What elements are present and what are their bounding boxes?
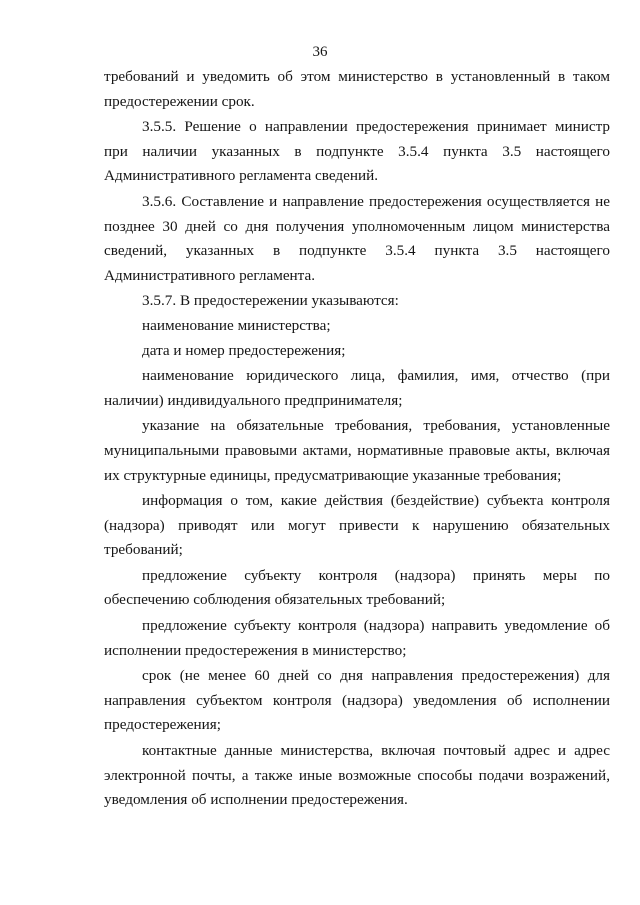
list-item: указание на обязательные требования, требования, установленные муниципальными правовыми актами, нормативные правовые акты, включая их структурные единицы, предусматривающие указанные требования;: [104, 417, 610, 484]
list-item: наименование министерства;: [142, 316, 331, 334]
paragraph-3-5-6: 3.5.6. Составление и направление предостережения осуществляется не позднее 30 дней со дня получения уполномоченным лицом министерства сведений, указанных в подпункте 3.5.4 пункта 3.5 настоящего Административного регламента.: [104, 192, 610, 284]
list-item: предложение субъекту контроля (надзора) направить уведомление об исполнении предостережения в министерство;: [104, 617, 610, 659]
list-item: наименование юридического лица, фамилия, имя, отчество (при наличии) индивидуального предпринимателя;: [104, 367, 610, 409]
document-body: [104, 65, 610, 813]
list-item: дата и номер предостережения;: [142, 341, 346, 359]
page-number: 36: [312, 44, 328, 60]
paragraph-3-5-5: 3.5.5. Решение о направлении предостережения принимает министр при наличии указанных в подпункте 3.5.4 пункта 3.5 настоящего Административного регламента сведений.: [104, 118, 610, 185]
list-item: информация о том, какие действия (бездействие) субъекта контроля (надзора) приводят или могут привести к нарушению обязательных требований;: [104, 492, 610, 559]
list-item: контактные данные министерства, включая почтовый адрес и адрес электронной почты, а также иные возможные способы подачи возражений, уведомления об исполнении предостережения.: [104, 742, 610, 809]
list-item: срок (не менее 60 дней со дня направления предостережения) для направления субъектом контроля (надзора) уведомления об исполнении предостережения;: [104, 667, 610, 734]
paragraph-3-5-7: 3.5.7. В предостережении указываются:: [142, 292, 399, 310]
list-item: предложение субъекту контроля (надзора) принять меры по обеспечению соблюдения обязательных требований;: [104, 566, 610, 609]
paragraph-continuation: требований и уведомить об этом министерство в установленный в таком предостережении срок.: [104, 68, 610, 110]
